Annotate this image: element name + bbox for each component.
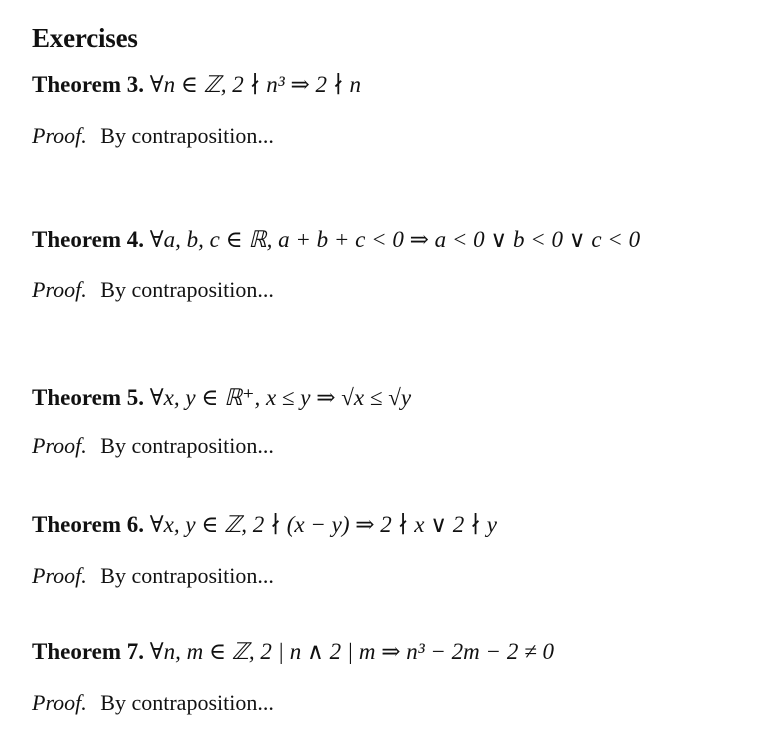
proof-label: Proof. <box>32 432 87 458</box>
theorem-block-4 <box>32 226 640 303</box>
theorem-line <box>32 638 554 666</box>
proof-line <box>32 277 640 303</box>
theorem-label: Theorem 5. <box>32 385 145 410</box>
theorem-line <box>32 226 640 254</box>
theorem-statement: ∀x, y ∈ ℝ⁺, x ≤ y ⇒ √x ≤ √y <box>149 385 412 410</box>
theorem-label: Theorem 3. <box>32 72 145 97</box>
theorem-block-7 <box>32 638 554 716</box>
theorem-statement: ∀n ∈ ℤ, 2 ∤ n³ ⇒ 2 ∤ n <box>149 72 361 97</box>
proof-line <box>32 563 497 589</box>
proof-label: Proof. <box>32 276 87 302</box>
proof-text: By contraposition... <box>100 122 274 148</box>
proof-line <box>32 123 361 149</box>
proof-line <box>32 433 411 459</box>
theorem-label: Theorem 7. <box>32 639 145 664</box>
proof-label: Proof. <box>32 562 87 588</box>
theorem-statement: ∀a, b, c ∈ ℝ, a + b + c < 0 ⇒ a < 0 ∨ b < 0 ∨ c < 0 <box>149 227 641 252</box>
section-heading: Exercises <box>32 23 138 53</box>
proof-line <box>32 690 554 716</box>
proof-text: By contraposition... <box>100 276 274 302</box>
proof-text: By contraposition... <box>100 562 274 588</box>
theorem-block-5 <box>32 384 411 459</box>
proof-text: By contraposition... <box>100 432 274 458</box>
proof-label: Proof. <box>32 122 87 148</box>
theorem-block-3 <box>32 71 361 149</box>
theorem-line <box>32 511 497 539</box>
theorem-line <box>32 384 411 412</box>
proof-text: By contraposition... <box>100 689 274 715</box>
theorem-label: Theorem 6. <box>32 512 145 537</box>
theorem-statement: ∀x, y ∈ ℤ, 2 ∤ (x − y) ⇒ 2 ∤ x ∨ 2 ∤ y <box>149 512 498 537</box>
theorem-statement: ∀n, m ∈ ℤ, 2 | n ∧ 2 | m ⇒ n³ − 2m − 2 ≠ 0 <box>149 639 554 664</box>
theorem-label: Theorem 4. <box>32 227 145 252</box>
proof-label: Proof. <box>32 689 87 715</box>
theorem-line <box>32 71 361 99</box>
theorem-block-6 <box>32 511 497 589</box>
